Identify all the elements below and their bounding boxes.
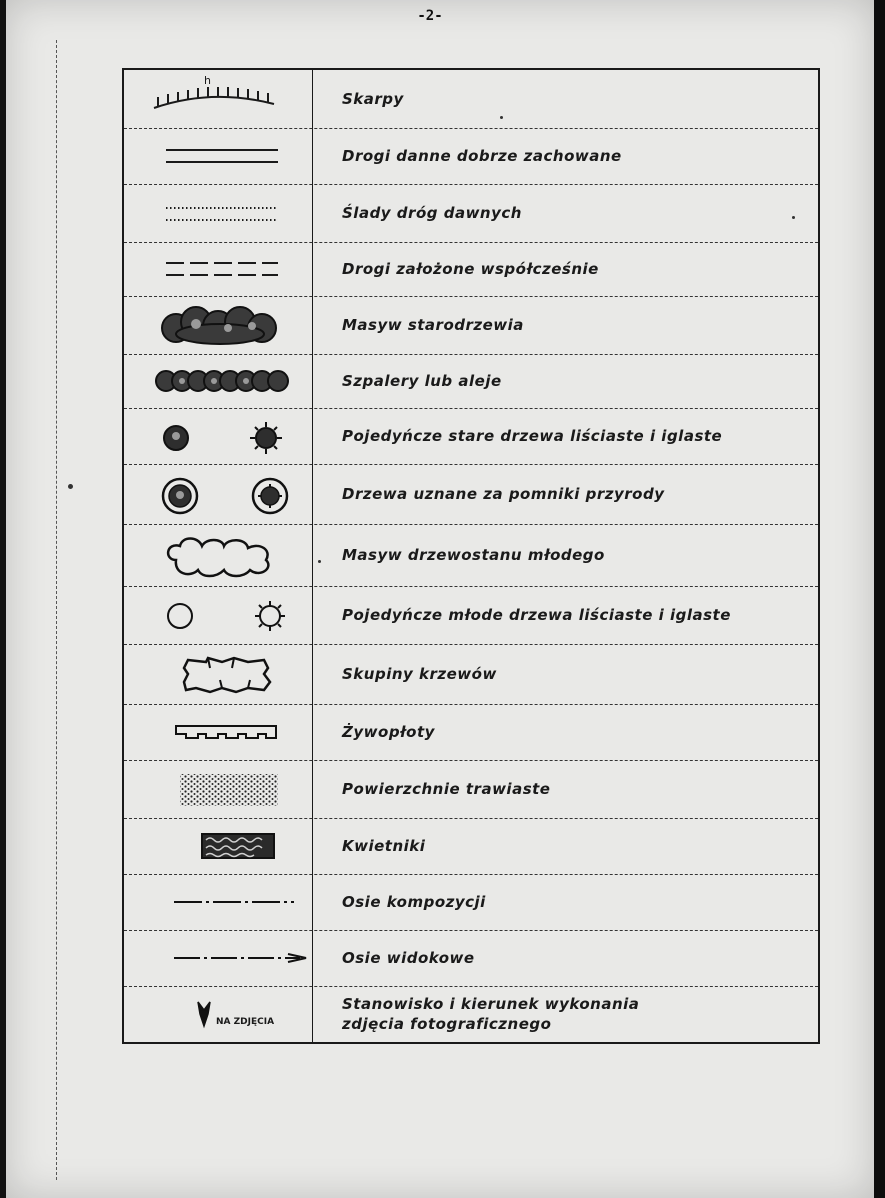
legend-label: Masyw starodrzewia bbox=[342, 316, 524, 334]
shrub-group-icon bbox=[124, 644, 312, 704]
legend-label: Żywopłoty bbox=[342, 723, 435, 741]
legend-row-old-tree-mass bbox=[124, 296, 818, 355]
legend-row-photo-position bbox=[124, 986, 818, 1042]
legend-row-young-tree-mass bbox=[124, 524, 818, 587]
legend-label: Skupiny krzewów bbox=[342, 665, 497, 683]
young-tree-mass-icon bbox=[124, 524, 312, 586]
old-single-trees-icon bbox=[124, 408, 312, 464]
scan-speck bbox=[68, 484, 73, 489]
grass-surface-icon bbox=[124, 760, 312, 818]
legend-row-hedges bbox=[124, 704, 818, 761]
legend-label: Ślady dróg dawnych bbox=[342, 204, 522, 222]
legend-row-grass-surfaces bbox=[124, 760, 818, 819]
scan-edge bbox=[874, 0, 885, 1198]
legend-row-old-single-trees bbox=[124, 408, 818, 465]
legend-row-old-road-traces bbox=[124, 184, 818, 243]
legend-label: Drogi danne dobrze zachowane bbox=[342, 147, 622, 165]
page-number: -2- bbox=[417, 8, 443, 24]
legend-label: Kwietniki bbox=[342, 837, 426, 855]
legend-label: Skarpy bbox=[342, 90, 404, 108]
nature-monument-trees-icon bbox=[124, 464, 312, 524]
double-dotted-line-icon bbox=[124, 184, 312, 242]
view-axis-arrow-icon bbox=[124, 930, 312, 986]
composition-axis-icon bbox=[124, 874, 312, 930]
legend-label: Masyw drzewostanu młodego bbox=[342, 546, 605, 564]
flowerbed-icon bbox=[124, 818, 312, 874]
legend-label: Osie widokowe bbox=[342, 949, 475, 967]
legend-row-nature-monuments bbox=[124, 464, 818, 525]
escarpment-letter: h bbox=[204, 74, 211, 87]
hedge-icon bbox=[124, 704, 312, 760]
tree-alley-icon bbox=[124, 354, 312, 408]
photo-caption: NA ZDJĘCIA bbox=[216, 1017, 275, 1027]
scan-speck bbox=[318, 560, 321, 563]
photo-position-icon bbox=[124, 986, 312, 1042]
double-dashed-line-icon bbox=[124, 242, 312, 296]
legend-label: Powierzchnie trawiaste bbox=[342, 780, 551, 798]
legend-label: Drogi założone współcześnie bbox=[342, 260, 599, 278]
legend-row-modern-roads bbox=[124, 242, 818, 297]
legend-row-shrub-groups bbox=[124, 644, 818, 705]
legend-table bbox=[122, 68, 820, 1044]
double-solid-line-icon bbox=[124, 128, 312, 184]
escarpment-icon bbox=[124, 70, 312, 128]
old-tree-mass-icon bbox=[124, 296, 312, 354]
legend-row-preserved-roads bbox=[124, 128, 818, 185]
legend-row-tree-alleys bbox=[124, 354, 818, 409]
legend-row-view-axes bbox=[124, 930, 818, 987]
binding-edge bbox=[56, 40, 58, 1180]
legend-row-escarpment bbox=[124, 70, 818, 129]
scan-speck bbox=[500, 116, 503, 119]
legend-label: Pojedyńcze stare drzewa liściaste i iglaste bbox=[342, 427, 723, 445]
legend-row-young-single-trees bbox=[124, 586, 818, 645]
legend-label: Szpalery lub aleje bbox=[342, 372, 502, 390]
legend-row-composition-axes bbox=[124, 874, 818, 931]
legend-label: Stanowisko i kierunek wykonania zdjęcia fotograficznego bbox=[342, 995, 640, 1033]
legend-row-flowerbeds bbox=[124, 818, 818, 875]
scan-speck bbox=[792, 216, 795, 219]
legend-label: Pojedyńcze młode drzewa liściaste i iglaste bbox=[342, 606, 731, 624]
legend-label: Drzewa uznane za pomniki przyrody bbox=[342, 485, 665, 503]
young-single-trees-icon bbox=[124, 586, 312, 644]
legend-label: Osie kompozycji bbox=[342, 893, 486, 911]
